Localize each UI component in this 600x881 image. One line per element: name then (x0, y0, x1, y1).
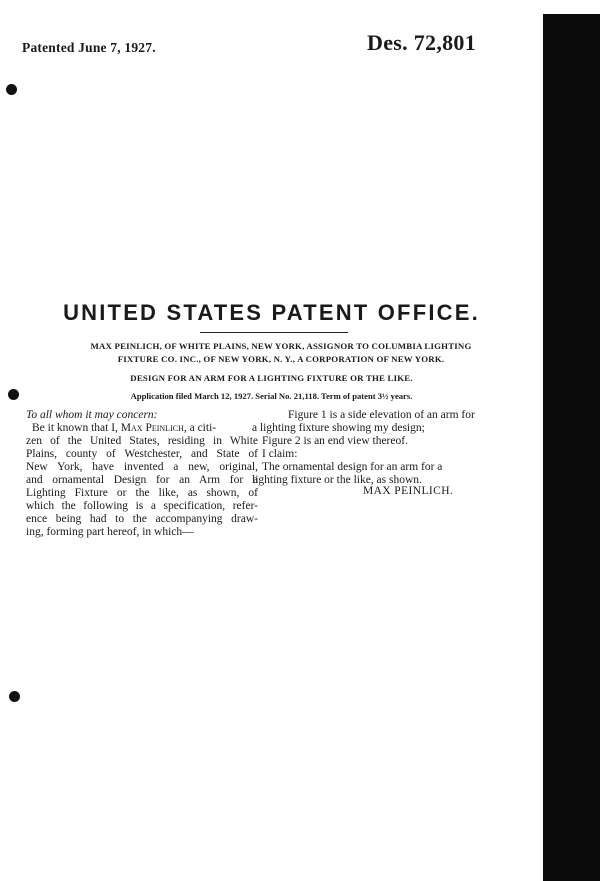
body-line: a lighting fixture showing my design; (252, 422, 425, 434)
punch-hole-top (6, 84, 17, 95)
claim-line: lighting fixture or the like, as shown. (252, 474, 422, 486)
body-line: Lighting Fixture or the like, as shown, of (26, 487, 258, 499)
inventor-signature: MAX PEINLICH. (363, 485, 454, 497)
heading-rule (200, 332, 348, 333)
office-heading: UNITED STATES PATENT OFFICE. (63, 300, 480, 325)
assignment-block (20, 340, 542, 365)
claim-line: The ornamental design for an arm for a (262, 461, 443, 473)
claim-heading: I claim: (262, 448, 298, 460)
body-line: ing, forming part hereof, in which— (26, 526, 194, 538)
body-line: New York, have invented a new, original, (26, 461, 258, 473)
assignment-line-2: FIXTURE CO. INC., OF NEW YORK, N. Y., A CORPORATION OF NEW YORK. (117, 353, 445, 364)
design-number: Des. 72,801 (367, 30, 477, 55)
punch-hole-bottom (9, 691, 20, 702)
body-fragment: , a citi- (183, 422, 217, 434)
assignment-line-1: MAX PEINLICH, OF WHITE PLAINS, NEW YORK, ASSIGNOR TO COLUMBIA LIGHTING (90, 341, 472, 351)
body-fragment: Be it known that I, (32, 422, 118, 434)
body-line (26, 422, 258, 435)
body-line: ence being had to the accompanying draw- (26, 513, 258, 525)
body-line: and ornamental Design for an Arm for a (26, 474, 258, 486)
design-title: DESIGN FOR AN ARM FOR A LIGHTING FIXTURE OR THE LIKE. (130, 373, 413, 383)
body-line: which the following is a specification, refer- (26, 500, 258, 512)
application-line: Application filed March 12, 1927. Serial No. 21,118. Term of patent 3½ years. (130, 391, 413, 401)
body-line: Figure 1 is a side elevation of an arm for (288, 409, 475, 421)
body-line: Figure 2 is an end view thereof. (262, 435, 408, 447)
scan-edge-band (543, 14, 600, 881)
patent-date: Patented June 7, 1927. (22, 40, 156, 55)
body-line: Plains, county of Westchester, and State of (26, 448, 258, 460)
right-column (252, 409, 478, 487)
body-line: zen of the United States, residing in White (26, 435, 258, 447)
inventor-name: Max Peinlich (120, 422, 184, 434)
left-column (26, 409, 258, 539)
salutation: To all whom it may concern: (26, 409, 158, 421)
